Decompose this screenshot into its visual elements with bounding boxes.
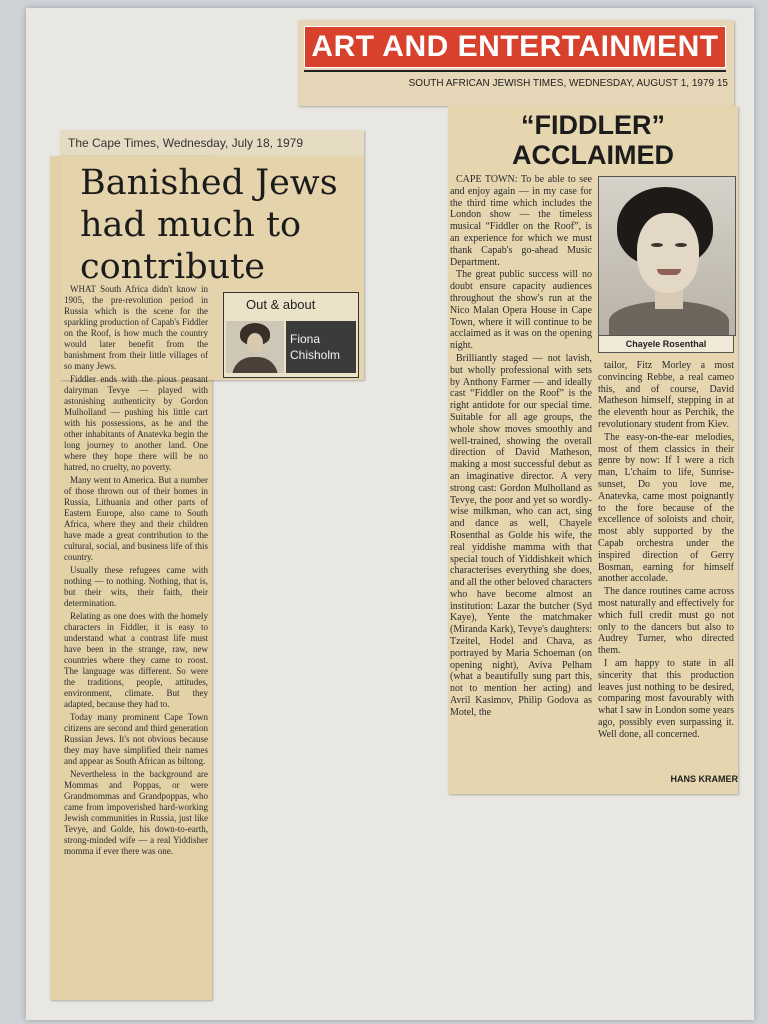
byline: HANS KRAMER xyxy=(670,774,738,784)
author-photo xyxy=(226,321,284,373)
right-paragraph: The dance routines came across most naturally and effectively for which full credit must go not only to the dancers but also to Audrey Turner, who directed them. xyxy=(598,586,734,657)
column-promo-box xyxy=(223,292,359,378)
right-headline xyxy=(448,110,738,170)
left-headline: Banished Jews had much to contribute xyxy=(80,163,338,287)
left-paragraph: Usually these refugees came with nothing — to nothing. Nothing, that is, but their wits, their faith, their determination. xyxy=(64,565,208,608)
banner-clipping xyxy=(298,20,734,106)
right-clipping xyxy=(448,106,738,794)
left-paragraph: Fiddler ends with the pious peasant dairyman Tevye — played with astonishing authenticity by Gordon Mulholland — pushing his little cart with his possessions, as he and the other inhabitants of Anatevka begin the long journey to another land. One where they hope there will be no hatred, no cruelty, no poverty. xyxy=(64,374,208,472)
right-paragraph: CAPE TOWN: To be able to see and enjoy again — in my case for the third time which includes the London show — the timeless musical “Fiddler on the Roof”, is an experience for which we must thank Capab's go-ahead Music Department. xyxy=(450,174,592,268)
headline-line-2: ACCLAIMED xyxy=(512,140,674,170)
banner-dateline: SOUTH AFRICAN JEWISH TIMES, WEDNESDAY, AUGUST 1, 1979 15 xyxy=(408,78,728,89)
right-paragraph: The great public success will no doubt ensure capacity audiences throughout the show's run at the Nico Malan Opera House in Cape Town, where it will continue to be acclaimed as it was on the opening night. xyxy=(450,269,592,352)
headline-line-1: “FIDDLER” xyxy=(521,110,665,140)
photo-caption: Chayele Rosenthal xyxy=(598,335,734,353)
banner-divider xyxy=(304,70,726,72)
left-paragraph: WHAT South Africa didn't know in 1905, the pre-revolution period in Russia which is the scene for the sparkling production of Capab's Fiddler on the Roof, is how much the country would later benefit from the banishment from their little villages of so many Jews. xyxy=(64,284,208,371)
right-article-column-1 xyxy=(450,174,592,720)
left-paragraph: Relating as one does with the homely characters in Fiddler, it is easy to understand what a contrast life must have been in the strange, raw, new countries where they came to roost. The language was different. So were the traditions, people, attitudes, environment, climate. But they adapted, because they had to. xyxy=(64,611,208,709)
left-article-body xyxy=(64,284,208,859)
source-header xyxy=(60,130,364,156)
source-dateline: The Cape Times, Wednesday, July 18, 1979 xyxy=(68,136,304,150)
column-title: Out & about xyxy=(246,297,316,312)
section-banner: ART AND ENTERTAINMENT xyxy=(304,26,726,68)
right-paragraph: tailor, Fitz Morley a most convincing Rebbe, a real cameo this, and of course, David Matheson himself, stepping in at the eleventh hour as Perchik, the revolutionary student from Kiev. xyxy=(598,360,734,430)
left-paragraph: Nevertheless in the background are Mommas and Poppas, or were Grandmommas and Grandpoppas, who came from impoverished hard-working Jewish communities in Russia, just like Tevye, and Golde, his down-to-earth, strong-minded wife — a real Yiddisher momma if ever there was one. xyxy=(64,769,208,856)
right-paragraph: Brilliantly staged — not lavish, but wholly professional with sets by Anthony Farmer — and ideally cast “Fiddler on the Roof” is the right antidote for our special time. Suitable for all age groups, the whole show moves smoothly and well-trained, showing the overall direction of David Matheson, making a most successful debut as an imaginative director. A very strong cast: Gordon Mulholland as Tevye, the poor and yet so wordly-wise milkman, who can act, sing and dance as well, Chayele Rosenthal as Golde his wife, the real yiddishe mamma with that special touch of Yiddishkeit which characterises everything she does, and all the other beloved characters who have become almost an institution: Lazar the butcher (Syd Kaye), Yente the matchmaker (Miranda Kark), Tevye's daughters: Tzeitel, Hodel and Chava, as portrayed by Maria Schoeman (on opening night), Aviva Pelham (what a beautifully sung part this, not to mention her acting) and Avril Kasimov, Philip Godova as Motel, the xyxy=(450,352,592,718)
author-name: Fiona Chisholm xyxy=(286,321,356,373)
portrait-photo xyxy=(598,176,736,336)
left-paragraph: Many went to America. But a number of those thrown out of their homes in Russia, Lithuania and other parts of Eastern Europe, also came to South Africa, where they and their children have made a great contribution to the cultural, social, and business life of this country. xyxy=(64,475,208,562)
right-article-column-2 xyxy=(598,360,734,742)
left-paragraph: Today many prominent Cape Town citizens are second and third generation Russian Jews. It's not obvious because they may have simplified their names and appear as South African as biltong. xyxy=(64,712,208,766)
right-paragraph: I am happy to state in all sincerity that this production leaves just nothing to be desired, comparing most favourably with what I saw in London some years ago, possibly even surpassing it. Well done, all concerned. xyxy=(598,657,734,740)
right-paragraph: The easy-on-the-ear melodies, most of them classics in their genre by now: If I were a rich man, L'chaim to life, Sunrise-sunset, Do you love me, Anatevka, came most poignantly to the fore because of the excellence of soloists and choir, most ably supported by the Capab orchestra under the inspired direction of Gerry Bosman, earning for himself another accolade. xyxy=(598,431,734,585)
